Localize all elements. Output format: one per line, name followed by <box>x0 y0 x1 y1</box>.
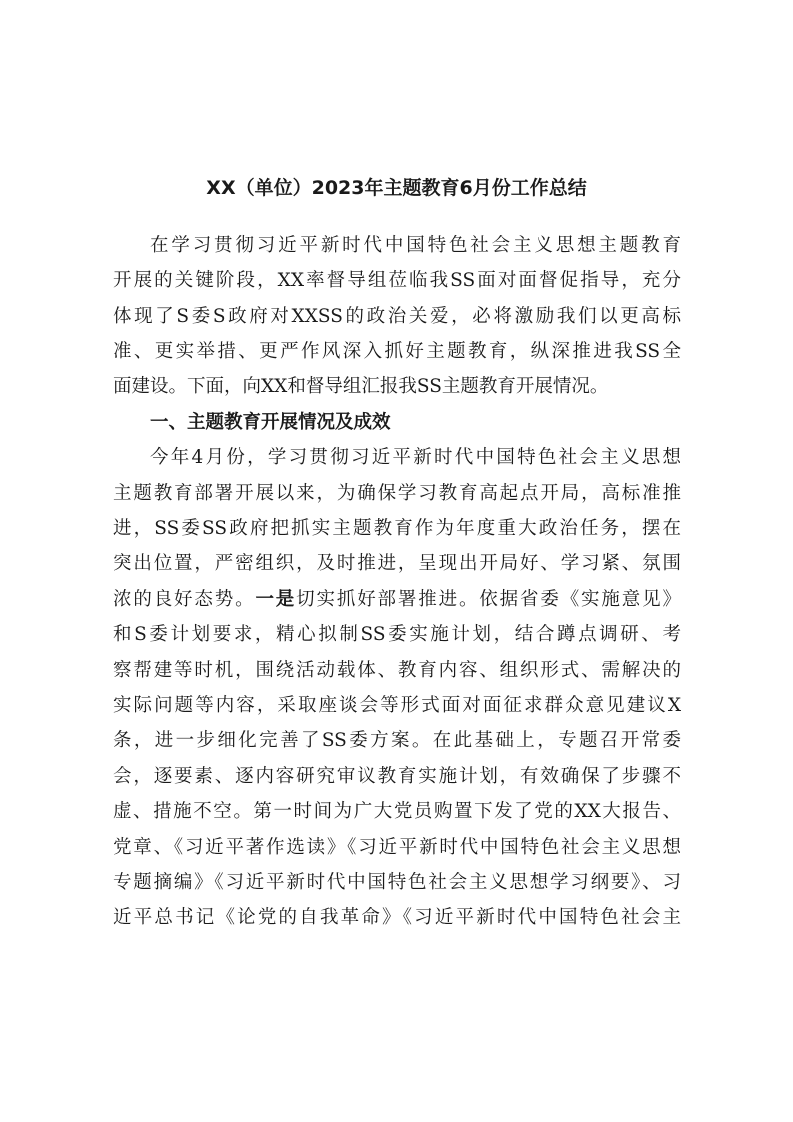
paragraph-2-line-13: 专题摘编》《习近平新时代中国特色社会主义思想学习纲要》、习 <box>113 872 681 893</box>
paragraph-2-line-7: 察帮建等时机，围绕活动载体、教育内容、组织形式、需解决的 <box>113 660 681 681</box>
paragraph-2-line-3: 进，SS委SS政府把抓实主题教育作为年度重大政治任务，摆在 <box>113 518 681 539</box>
emphasis-yishi: 一是 <box>255 589 297 610</box>
line-5-text-before: 浓的良好态势。 <box>113 589 256 610</box>
paragraph-2-line-8: 实际问题等内容，采取座谈会等形式面对面征求群众意见建议X <box>113 695 681 716</box>
paragraph-2-line-4: 突出位置，严密组织，及时推进，呈现出开局好、学习紧、氛围 <box>113 553 681 574</box>
paragraph-1-line-2: 开展的关键阶段，XX率督导组莅临我SS面对面督促指导，充分 <box>113 270 681 291</box>
paragraph-1-line-1: 在学习贯彻习近平新时代中国特色社会主义思想主题教育 <box>150 235 681 256</box>
paragraph-2-line-10: 会，逐要素、逐内容研究审议教育实施计划，有效确保了步骤不 <box>113 766 681 787</box>
paragraph-1-line-4: 准、更实举措、更严作风深入抓好主题教育，纵深推进我SS全 <box>113 341 681 362</box>
section-1-heading: 一、主题教育开展情况及成效 <box>150 412 391 433</box>
paragraph-2-line-12: 党章、《习近平著作选读》《习近平新时代中国特色社会主义思想 <box>113 837 681 858</box>
paragraph-2-line-1: 今年4月份，学习贯彻习近平新时代中国特色社会主义思想 <box>150 447 681 468</box>
paragraph-2-line-6: 和S委计划要求，精心拟制SS委实施计划，结合蹲点调研、考 <box>113 624 681 645</box>
paragraph-2-line-14: 近平总书记《论党的自我革命》《习近平新时代中国特色社会主 <box>113 907 681 928</box>
paragraph-2-line-9: 条，进一步细化完善了SS委方案。在此基础上，专题召开常委 <box>113 730 681 751</box>
line-5-text-after: 切实抓好部署推进。依据省委《实施意见》 <box>296 589 681 610</box>
document-title: XX（单位）2023年主题教育6月份工作总结 <box>206 177 587 199</box>
paragraph-2-line-11: 虚、措施不空。第一时间为广大党员购置下发了党的XX大报告、 <box>113 801 681 822</box>
paragraph-1-line-5: 面建设。下面，向XX和督导组汇报我SS主题教育开展情况。 <box>113 376 609 397</box>
paragraph-1-line-3: 体现了S委S政府对XXSS的政治关爱，必将激励我们以更高标 <box>113 306 681 327</box>
paragraph-2-line-2: 主题教育部署开展以来，为确保学习教育高起点开局，高标准推 <box>113 483 681 504</box>
paragraph-2-line-5 <box>113 585 681 615</box>
